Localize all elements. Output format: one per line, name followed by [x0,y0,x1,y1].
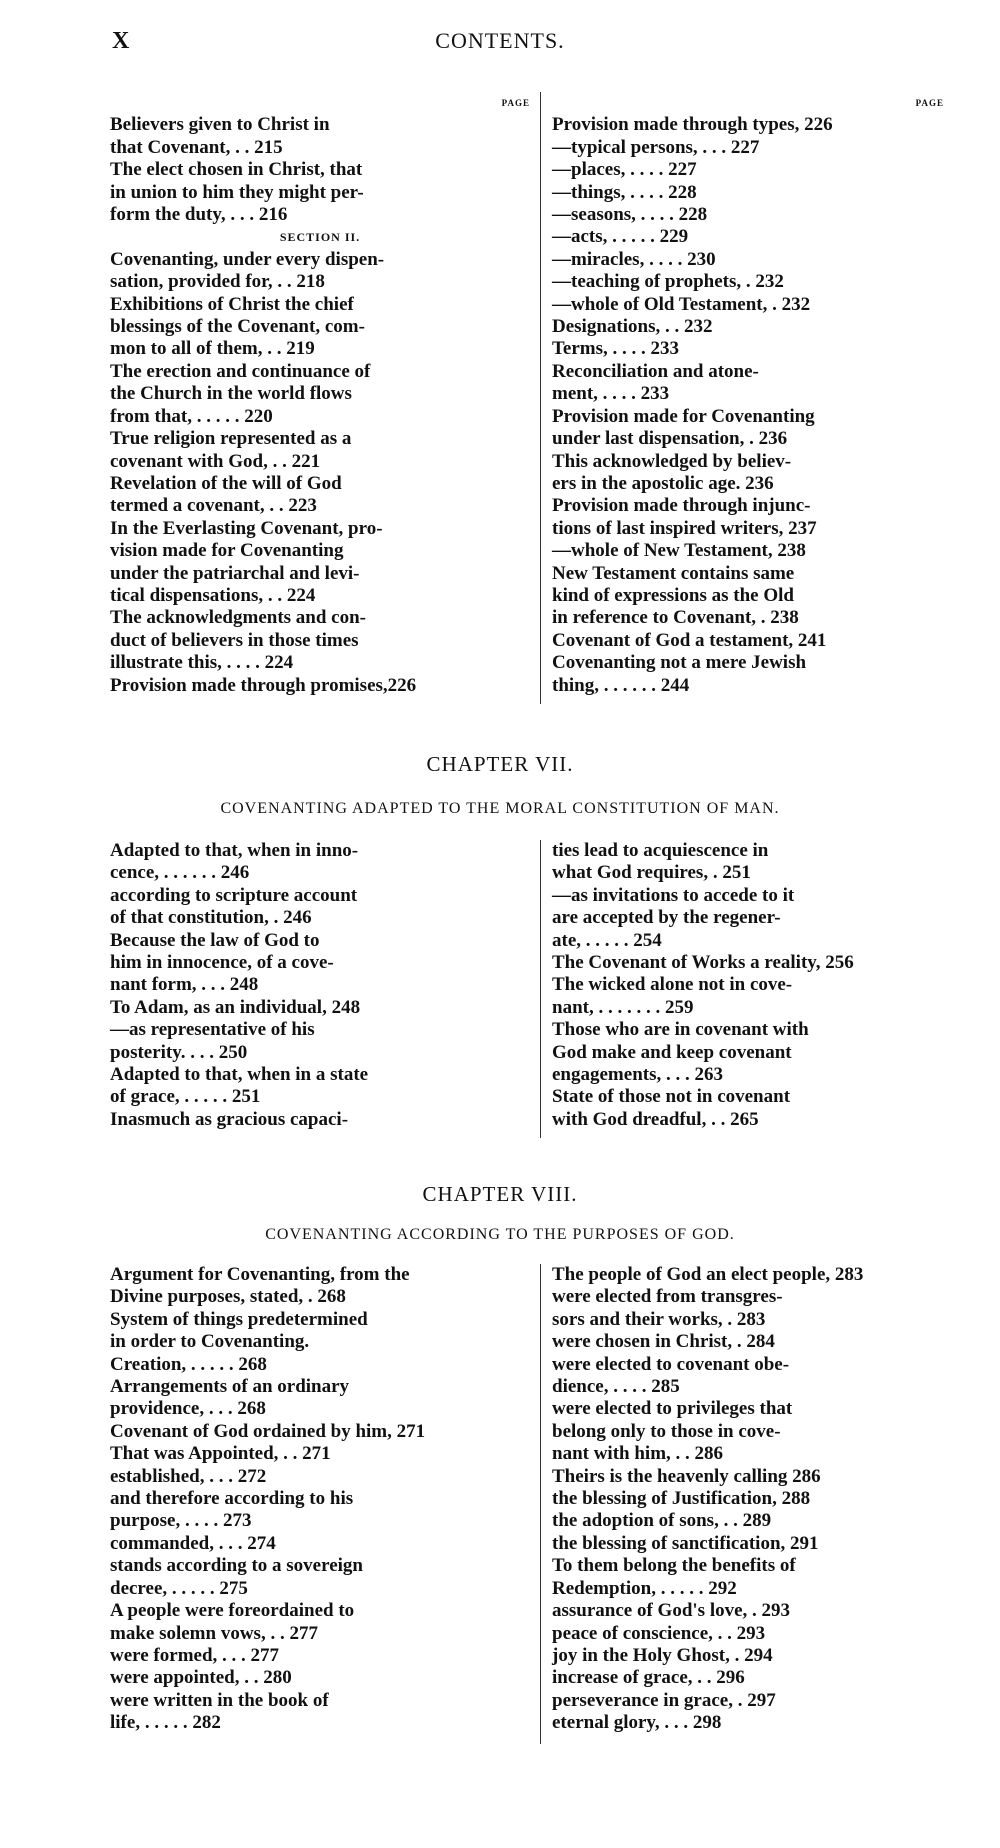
toc-entry: Covenanting not a mere Jewish [552,652,807,674]
section-label: SECTION II. [279,230,361,245]
toc-entry: —acts, . . . . . 229 [552,226,689,248]
toc-entry: This acknowledged by believ- [552,450,792,472]
toc-entry: That was Appointed, . . 271 [110,1443,331,1465]
toc-entry: tions of last inspired writers, 237 [552,517,817,539]
toc-entry: Divine purposes, stated, . 268 [110,1286,346,1308]
toc-entry: —things, . . . . 228 [552,181,697,203]
toc-entry: Covenant of God ordained by him, 271 [110,1420,426,1442]
toc-entry: The elect chosen in Christ, that [110,159,363,181]
toc-entry: make solemn vows, . . 277 [110,1622,318,1644]
toc-entry: established, . . . 272 [110,1465,267,1487]
toc-entry: Provision made through promises,226 [110,674,417,696]
toc-entry: the adoption of sons, . . 289 [552,1510,772,1532]
toc-entry: tical dispensations, . . 224 [110,584,316,606]
toc-entry: Covenant of God a testament, 241 [552,629,827,651]
toc-entry: In the Everlasting Covenant, pro- [110,517,383,539]
toc-entry: engagements, . . . 263 [552,1064,723,1086]
toc-entry: the blessing of sanctification, 291 [552,1532,819,1554]
page-column-label: PAGE [915,98,944,108]
toc-entry: nant with him, . . 286 [552,1443,724,1465]
toc-entry: To them belong the benefits of [552,1555,796,1577]
toc-entry: The wicked alone not in cove- [552,974,793,996]
toc-entry: stands according to a sovereign [110,1555,363,1577]
toc-entry: —seasons, . . . . 228 [552,204,708,226]
toc-entry: Revelation of the will of God [110,472,342,494]
toc-entry: Adapted to that, when in inno- [110,840,359,861]
contents-column-left [110,92,530,697]
toc-entry: in union to him they might per- [110,181,364,203]
chapter-subtitle: COVENANTING ADAPTED TO THE MORAL CONSTITUTION OF MAN. [220,800,780,817]
contents-column-left [110,1264,530,1735]
toc-entry: posterity. . . . 250 [110,1041,248,1063]
toc-entry: —whole of New Testament, 238 [552,540,806,562]
toc-entry: were appointed, . . 280 [110,1667,292,1689]
toc-entry: of grace, . . . . . 251 [110,1086,261,1108]
toc-entry: mon to all of them, . . 219 [110,338,315,360]
toc-entry: Believers given to Christ in [110,114,330,136]
toc-entry: Arrangements of an ordinary [110,1376,350,1398]
toc-entry: were chosen in Christ, . 284 [552,1331,775,1353]
toc-entry: cence, . . . . . . 246 [110,862,250,884]
toc-entry: decree, . . . . . 275 [110,1577,248,1599]
toc-entry: under the patriarchal and levi- [110,562,360,584]
toc-entry: The Covenant of Works a reality, 256 [552,952,854,974]
toc-entry: were written in the book of [110,1689,329,1711]
toc-entry: State of those not in covenant [552,1086,791,1108]
toc-entry: Reconciliation and atone- [552,360,759,382]
toc-entry: in reference to Covenant, . 238 [552,607,799,629]
toc-entry: New Testament contains same [552,562,795,584]
toc-entry: were formed, . . . 277 [110,1644,280,1666]
toc-entry: —miracles, . . . . 230 [552,248,716,270]
toc-entry: termed a covenant, . . 223 [110,495,317,517]
column-divider [540,840,541,1138]
toc-entry: Creation, . . . . . 268 [110,1353,267,1375]
toc-entry: from that, . . . . . 220 [110,405,273,427]
toc-entry: Terms, . . . . 233 [552,338,680,360]
contents-column-right [552,92,944,697]
toc-entry: Because the law of God to [110,929,320,951]
toc-entry: vision made for Covenanting [110,540,344,562]
toc-entry: Provision made for Covenanting [552,405,815,427]
toc-entry: are accepted by the regener- [552,907,781,929]
toc-entry: ment, . . . . 233 [552,383,670,405]
toc-entry: ties lead to acquiescence in [552,840,769,861]
toc-entry: kind of expressions as the Old [552,584,794,606]
toc-entry: Argument for Covenanting, from the [110,1264,410,1285]
toc-entry: Provision made through types, 226 [552,114,833,136]
toc-entry: according to scripture account [110,884,358,906]
contents-column-left [110,840,530,1131]
toc-entry: eternal glory, . . . 298 [552,1712,722,1734]
toc-entry: Those who are in covenant with [552,1019,809,1041]
toc-entry: peace of conscience, . . 293 [552,1622,766,1644]
toc-entry: in order to Covenanting. [110,1331,310,1353]
chapter-subtitle: COVENANTING ACCORDING TO THE PURPOSES OF GOD. [265,1226,735,1243]
toc-entry: were elected to covenant obe- [552,1353,790,1375]
contents-column-right [552,1264,944,1735]
toc-entry: —typical persons, . . . 227 [552,136,760,158]
toc-entry: Adapted to that, when in a state [110,1064,369,1086]
toc-entry: sation, provided for, . . 218 [110,271,325,293]
toc-entry: him in innocence, of a cove- [110,952,334,974]
page-title: CONTENTS. [435,28,565,53]
toc-entry: Covenanting, under every dispen- [110,248,385,270]
toc-entry: of that constitution, . 246 [110,907,312,929]
toc-entry: blessings of the Covenant, com- [110,316,365,338]
toc-entry: purpose, . . . . 273 [110,1510,252,1532]
page-number: X [112,28,130,54]
toc-entry: ers in the apostolic age. 236 [552,472,774,494]
toc-entry: form the duty, . . . 216 [110,204,288,226]
toc-entry: under last dispensation, . 236 [552,428,788,450]
toc-entry: Provision made through injunc- [552,495,811,517]
toc-entry: what God requires, . 251 [552,862,751,884]
toc-entry: Inasmuch as gracious capaci- [110,1108,349,1130]
toc-entry: —places, . . . . 227 [552,159,697,181]
column-divider [540,92,541,704]
toc-entry: A people were foreordained to [110,1600,355,1622]
column-divider [540,1264,541,1744]
contents-column-right [552,840,944,1131]
toc-entry: the Church in the world flows [110,383,352,405]
toc-entry: To Adam, as an individual, 248 [110,996,361,1018]
toc-entry: —as representative of his [110,1019,315,1041]
toc-entry: commanded, . . . 274 [110,1532,276,1554]
toc-entry: life, . . . . . 282 [110,1712,221,1734]
toc-entry: were elected to privileges that [552,1398,793,1420]
chapter-heading: CHAPTER VII. [426,752,574,776]
toc-entry: sors and their works, . 283 [552,1308,766,1330]
toc-entry: God make and keep covenant [552,1041,792,1063]
toc-entry: Theirs is the heavenly calling 286 [552,1465,821,1487]
running-header [112,28,888,68]
toc-entry: Exhibitions of Christ the chief [110,293,354,315]
toc-entry: nant form, . . . 248 [110,974,259,996]
toc-entry: nant, . . . . . . . 259 [552,996,694,1018]
toc-entry: dience, . . . . 285 [552,1376,680,1398]
toc-entry: covenant with God, . . 221 [110,450,321,472]
toc-entry: providence, . . . 268 [110,1398,266,1420]
toc-entry: —teaching of prophets, . 232 [552,271,784,293]
toc-entry: with God dreadful, . . 265 [552,1108,759,1130]
toc-entry: illustrate this, . . . . 224 [110,652,294,674]
toc-entry: The acknowledgments and con- [110,607,366,629]
toc-entry: True religion represented as a [110,428,352,450]
toc-entry: The erection and continuance of [110,360,371,382]
toc-entry: thing, . . . . . . 244 [552,674,690,696]
toc-entry: System of things predetermined [110,1308,368,1330]
toc-entry: Designations, . . 232 [552,316,713,338]
toc-entry: the blessing of Justification, 288 [552,1488,811,1510]
toc-entry: ate, . . . . . 254 [552,929,662,951]
page-column-label: PAGE [501,98,530,108]
toc-entry: assurance of God's love, . 293 [552,1600,791,1622]
toc-entry: —whole of Old Testament, . 232 [552,293,811,315]
toc-entry: that Covenant, . . 215 [110,136,283,158]
toc-entry: joy in the Holy Ghost, . 294 [552,1644,773,1666]
toc-entry: perseverance in grace, . 297 [552,1689,776,1711]
toc-entry: were elected from transgres- [552,1286,783,1308]
toc-entry: —as invitations to accede to it [552,884,795,906]
toc-entry: and therefore according to his [110,1488,354,1510]
toc-entry: The people of God an elect people, 283 [552,1264,864,1285]
toc-entry: Redemption, . . . . . 292 [552,1577,737,1599]
toc-entry: duct of believers in those times [110,629,359,651]
toc-entry: belong only to those in cove- [552,1420,781,1442]
toc-entry: increase of grace, . . 296 [552,1667,745,1689]
chapter-heading: CHAPTER VIII. [422,1182,578,1206]
